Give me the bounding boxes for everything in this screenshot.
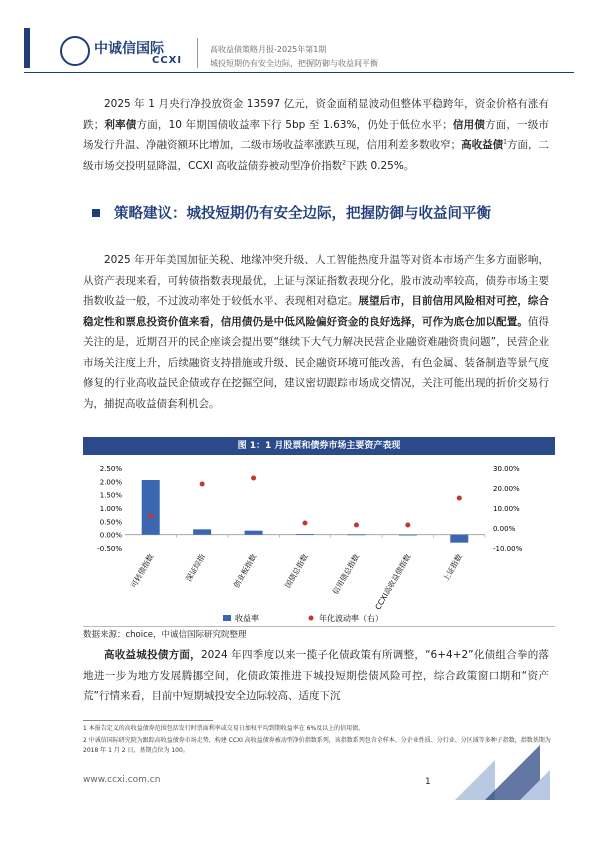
page-number: 1	[425, 777, 431, 787]
bold-text: 高收益债	[461, 139, 504, 151]
figure-source: 数据来源：choice，中诚信国际研究院整理	[83, 626, 555, 642]
volatility-dot	[405, 523, 410, 528]
report-series: 高收益债策略月报-2025年第1期	[210, 45, 327, 54]
page-header	[0, 0, 595, 75]
text: 方面，10 年期国债收益率下行 5bp 至 1.63%，仍处于低位水平；	[136, 118, 453, 131]
logo-emblem-icon	[60, 36, 90, 66]
volatility-dot	[303, 521, 308, 526]
bold-text: 信用债	[452, 118, 486, 131]
text: 方面，一级市场发行升温、净融资额环比增加，二级市场收益率涨跌互现，信用利差多数收窄；	[83, 118, 550, 151]
footnote-rule	[83, 720, 213, 721]
company-logo	[60, 32, 190, 72]
volatility-dot	[251, 476, 256, 481]
legend-dot-swatch	[309, 616, 314, 621]
footer-url: www.ccxi.com.cn	[83, 775, 161, 785]
volatility-dot	[354, 523, 359, 528]
y-right-tick-label: 0.00%	[493, 525, 516, 533]
bold-text: 展望后市，目前信用风险相对可控，综合稳定性和票息投资价值来看，信用债仍是中低风险偏好资金的良好选择，可作为底仓加以配置。	[83, 295, 550, 328]
x-category-label: 国债总指数	[283, 552, 310, 590]
volatility-dot	[200, 482, 205, 487]
x-category-label: 深证综指	[184, 552, 207, 583]
y-right-tick-label: 20.00%	[493, 485, 520, 493]
footer-decoration	[520, 770, 550, 800]
footnote-ref: 1	[503, 138, 507, 146]
text: 2025 年 1 月央行净投放资金 13597 亿元，资金面稍显波动但整体平稳跨年，资金价格有涨有跌；	[83, 98, 549, 131]
y-left-tick-label: 0.50%	[99, 518, 122, 527]
text: 2025 年开年美国加征关税、地缘冲突升级、人工智能热度升温等对资本市场产生多方面影响，从资产表现来看，可转债指数表现最优，上证与深证指数表现分化，股市波动率较高，债券市场主要指数收益一般，不过波动率处于较低水平、表现相对稳定。	[83, 254, 549, 307]
legend-dot-label: 年化波动率（右）	[319, 614, 383, 623]
text: 方面，二级市场交投明显降温，CCXI 高收益债券被动型净价指数	[83, 139, 550, 172]
paragraph-market-summary	[83, 94, 549, 176]
asset-performance-chart	[83, 458, 555, 626]
x-category-label: 可转债指数	[128, 552, 156, 590]
text: 值得关注的是，近期召开的民企座谈会提出要“继续下大气力解决民营企业融资难融资贵问题”，民营企业市场关注度上升，后续融资支持措施或升级、民企融资环境可能改善，有色金属、装备制造等景气度修复的行业高收益民企债或存在挖掘空间，建议密切跟踪市场成交情况，关注可能出现的折价交易行为，捕捉高收益债套利机会。	[83, 315, 549, 410]
bar-mark	[142, 480, 160, 535]
y-right-tick-label: 30.00%	[493, 465, 520, 473]
paragraph-urban-investment	[83, 645, 549, 707]
x-category-label: 信用债总指数	[330, 552, 362, 596]
y-left-tick-label: 0.00%	[99, 531, 122, 540]
legend-bar-label: 收益率	[235, 614, 259, 623]
bold-text: 高收益城投债方面，	[104, 649, 201, 661]
paragraph-strategy	[83, 250, 549, 414]
volatility-dot	[148, 514, 153, 519]
y-right-tick-label: -10.00%	[493, 545, 523, 553]
x-category-label: CCXI高收益债指数	[373, 552, 413, 612]
header-divider	[197, 38, 198, 68]
bar-mark	[193, 529, 211, 534]
bar-mark	[399, 535, 417, 536]
text: 下跌 0.25%。	[346, 159, 415, 172]
bar-mark	[347, 534, 365, 535]
bar-mark	[450, 535, 468, 543]
bar-mark	[296, 534, 314, 535]
bold-text: 利率债	[104, 118, 137, 131]
x-category-label: 创业板指数	[231, 552, 259, 590]
report-title: 城投短期仍有安全边际，把握防御与收益间平衡	[210, 59, 378, 68]
y-left-tick-label: 2.00%	[99, 478, 122, 487]
y-left-tick-label: 1.50%	[99, 491, 122, 500]
volatility-dot	[457, 496, 462, 501]
bar-mark	[245, 531, 263, 535]
legend-bar-swatch	[223, 615, 231, 621]
footnote-2: 2 中诚信国际研究院为跟踪高收益债券市场走势，构建 CCXI 高收益债券被动型净价指数系列，该指数系列包含全样本、分企业性质、分行业、分区域等多种子指数，指数基期为 2018 年 1 月 2 日，基期点位为 100。	[83, 737, 551, 754]
y-right-tick-label: 10.00%	[493, 505, 520, 513]
section-title: 策略建议：城投短期仍有安全边际，把握防御与收益间平衡	[114, 206, 491, 222]
logo-cn-text: 中诚信国际	[94, 41, 164, 57]
figure-title: 图 1：1 月股票和债券市场主要资产表现	[83, 437, 555, 455]
text: 2024 年四季度以来一揽子化债政策有所调整，“6+4+2”化债组合拳的落地进一步为地方发展腾挪空间，化债政策推进下城投短期偿债风险可控，综合政策窗口期和“资产荒”行情来看，目前中短期城投安全边际较高、适度下沉	[83, 649, 550, 702]
footnote-1: 1 本报告定义的高收益债券范围包括发行时票面利率或交易日加权平均到期收益率在 6%及以上的信用债。	[83, 725, 365, 732]
header-rule	[24, 72, 574, 73]
y-left-tick-label: -0.50%	[97, 545, 122, 553]
logo-en-text: CCXI	[152, 55, 183, 66]
y-left-tick-label: 2.50%	[99, 465, 122, 473]
header-accent-bar	[24, 28, 30, 68]
x-category-label: 上证指数	[441, 552, 465, 583]
footnote-ref: 2	[342, 159, 347, 166]
y-left-tick-label: 1.00%	[99, 505, 122, 513]
square-bullet-icon	[92, 209, 100, 217]
